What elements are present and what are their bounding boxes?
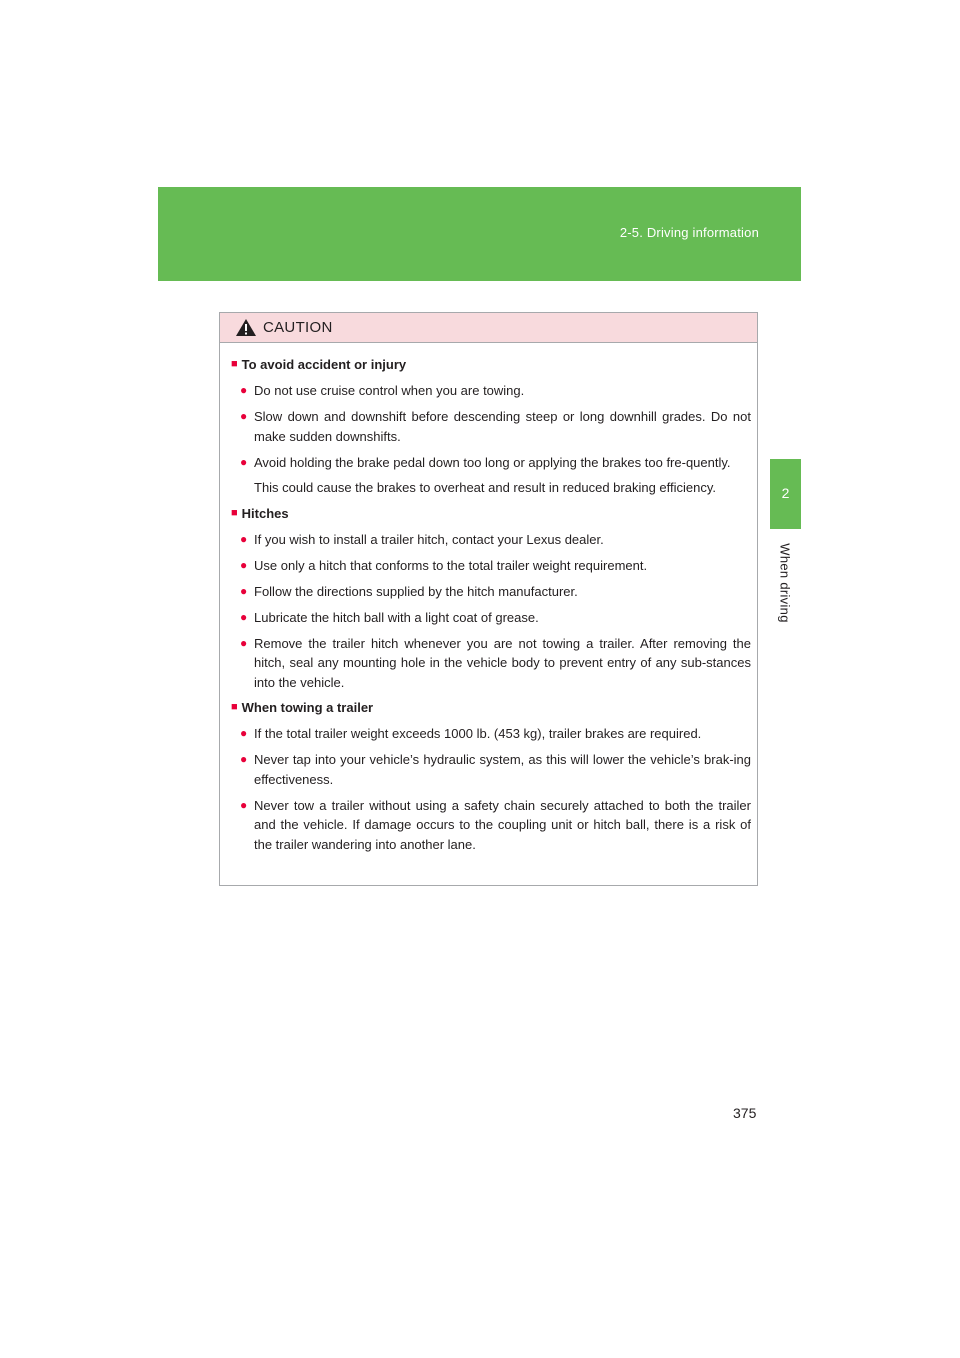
round-bullet-icon: ● [240, 383, 248, 397]
round-bullet-icon: ● [240, 409, 248, 423]
list-item-text: Avoid holding the brake pedal down too long or applying the brakes too fre-quently. [254, 454, 731, 470]
list-item-text: If you wish to install a trailer hitch, contact your Lexus dealer. [254, 531, 604, 547]
list-item-text: If the total trailer weight exceeds 1000 lb. (453 kg), trailer brakes are required. [254, 726, 702, 741]
list-item [231, 634, 751, 693]
section-heading-text: Hitches [241, 505, 289, 521]
round-bullet-icon: ● [240, 531, 248, 546]
list-item [231, 556, 751, 576]
list-item-text: Never tow a trailer without using a safety chain securely attached to both the trailer and the vehicle. If damage occurs to the coupling unit or hitch ball, there is a risk of the trailer wandering into another lane. [254, 797, 751, 852]
list-item [231, 724, 751, 744]
list-item [231, 608, 751, 628]
round-bullet-icon: ● [240, 635, 248, 650]
section-heading [231, 504, 751, 524]
list-item [231, 582, 751, 602]
section-header-band [158, 187, 801, 281]
square-bullet-icon: ■ [231, 506, 238, 519]
round-bullet-icon: ● [240, 454, 248, 469]
caution-header [220, 313, 757, 343]
warning-triangle-icon [235, 318, 257, 337]
round-bullet-icon: ● [240, 583, 248, 598]
list-item [231, 530, 751, 550]
section-heading [231, 698, 751, 718]
page-number: 375 [733, 1105, 757, 1121]
list-item [231, 750, 751, 789]
chapter-number: 2 [781, 485, 790, 501]
list-item-text: Follow the directions supplied by the hitch manufacturer. [254, 583, 578, 599]
list-item-text: Remove the trailer hitch whenever you are not towing a trailer. After removing the hitch, seal any mounting hole in the vehicle body to prevent entry of any sub-stances into the vehicle. [254, 635, 751, 690]
section-heading [231, 355, 751, 375]
round-bullet-icon: ● [240, 752, 248, 766]
list-item-text: Slow down and downshift before descending steep or long downhill grades. Do not make sudden downshifts. [254, 409, 751, 444]
section-title: 2-5. Driving information [619, 225, 759, 240]
section-heading-text: When towing a trailer [241, 700, 374, 715]
caution-body [220, 343, 757, 854]
list-item-text: Lubricate the hitch ball with a light coat of grease. [254, 609, 539, 625]
list-item [231, 381, 751, 401]
caution-box [219, 312, 758, 886]
chapter-label: When driving [777, 543, 793, 623]
round-bullet-icon: ● [240, 726, 248, 740]
note-text: This could cause the brakes to overheat and result in reduced braking efficiency. [254, 480, 717, 495]
list-item-text: Use only a hitch that conforms to the total trailer weight requirement. [254, 557, 648, 573]
square-bullet-icon: ■ [231, 358, 238, 370]
round-bullet-icon: ● [240, 609, 248, 624]
list-item [231, 407, 751, 446]
section-heading-text: To avoid accident or injury [241, 357, 407, 372]
list-item-text: Never tap into your vehicle’s hydraulic system, as this will lower the vehicle’s brak-ing effectiveness. [254, 752, 751, 787]
list-item [231, 796, 751, 855]
chapter-tab [770, 459, 801, 529]
round-bullet-icon: ● [240, 557, 248, 572]
list-item [231, 453, 751, 473]
round-bullet-icon: ● [240, 797, 248, 812]
list-item-text: Do not use cruise control when you are towing. [254, 383, 525, 398]
square-bullet-icon: ■ [231, 701, 238, 713]
caution-title: CAUTION [263, 319, 333, 336]
